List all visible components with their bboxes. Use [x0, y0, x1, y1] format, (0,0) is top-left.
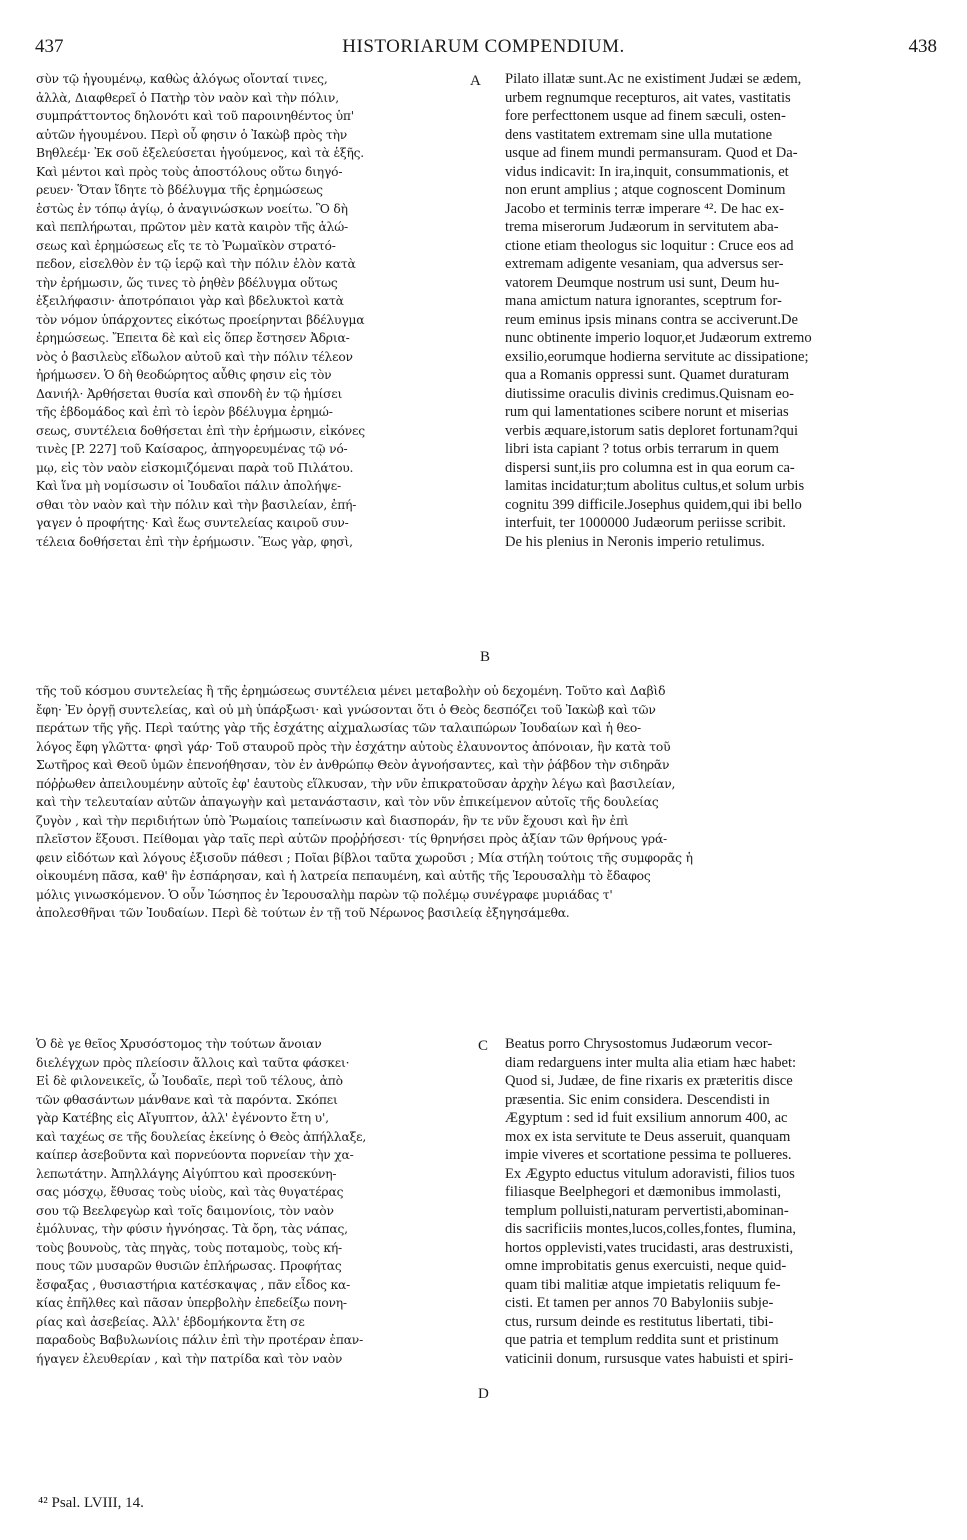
text-line: Καὶ μέντοι καὶ πρὸς τοὺς ἀποστόλους οὕτω διηγό-: [36, 164, 343, 179]
text-line: reum eminus ipsis minans contra se acciverunt.De: [505, 311, 799, 328]
text-line: rum qui lamentationes scibere norunt et miserias: [505, 404, 789, 420]
text-line: cognitu 399 difficile.Josephus quidem,qui ibi bello: [505, 496, 802, 513]
text-line: omne improbitatis genus exercuisti, neque quid-: [505, 1258, 787, 1274]
text-line: σας μόσχῳ, ἔθυσας τοὺς υἱοὺς, καὶ τὰς θυγατέρας: [36, 1185, 344, 1199]
text-line: dens vastitatem extremam sine ulla mutatione: [505, 126, 773, 143]
text-line: ζυγὸν , καὶ τὴν περιδιήτων ὑπὸ Ῥωμαίοις ταπείνωσιν καὶ διασποράν, ἣν τε νῦν ἔχουσι καὶ ἣν ἐπὶ: [36, 813, 629, 828]
text-line: ἠρήμωσεν. Ὁ δὴ θεοδώρητος αὖθις φησιν εἰς τὸν: [36, 368, 332, 382]
text-line: fore perfecttonem usque ad finem sæculi, osten-: [505, 108, 786, 124]
text-line: ρίας καὶ ἀσεβείας. Ἀλλ' ἑβδομήκοντα ἔτη σε: [36, 1314, 305, 1329]
text-line: extremam adigente vesaniam, qua adversus ser-: [505, 256, 784, 272]
text-line: trema miserorum Judæorum in servitutem aba-: [505, 219, 779, 235]
text-line: σθαι τὸν ναὸν καὶ τὴν πόλιν καὶ τὴν βασιλείαν, ἐπή-: [36, 497, 357, 512]
text-line: interfuit, ter 1000000 Judæorum periisse scribit.: [505, 515, 786, 531]
text-line: diutissime oraculis divinis credimus.Quisnam eo-: [505, 385, 794, 402]
text-line: καὶ ταχέως σε τῆς δουλείας ἐκείνης ὁ Θεὸς ἀπήλλαξε,: [36, 1129, 367, 1144]
text-line: μόλις γινωσκόμενον. Ὁ οὖν Ἰώσηπος ἐν Ἱερουσαλὴμ παρὼν τῷ πολέμῳ συνέγραφε μυριάδας τ': [36, 887, 613, 902]
text-line: filiasque Beelphegori et dæmonibus immolasti,: [505, 1184, 782, 1200]
text-line: πόῤῥωθεν ἀπειλουμένην αὐτοῖς ἐφ' ἑαυτοὺς εἵλκυσαν, τὴν νῦν ἐπικρατοῦσαν ἀρχὴν λέγω καὶ βασιλείαν,: [36, 776, 676, 791]
text-line: Σωτῆρος καὶ Θεοῦ ὑμῶν ἐπενοήθησαν, τὸν ἐν ἀνθρώπῳ Θεὸν ἀγνοήσαντες, καὶ τὴν ῥάβδον τὴν σιδηρᾶν: [36, 758, 670, 772]
text-line: De his plenius in Neronis imperio retulimus.: [505, 533, 765, 550]
text-line: quam tibi malitiæ atque impietatis reliquum fe-: [505, 1276, 781, 1293]
footnote: ⁴² Psal. LVIII, 14.: [38, 1495, 144, 1511]
text-line: dis sacrificiis montes,lucos,colles,fontes, flumina,: [505, 1221, 797, 1237]
greek-full-width-block: [36, 682, 936, 923]
text-line: Quod si, Judæe, de fine rixaris ex præteritis disce: [505, 1073, 793, 1089]
text-line: ἀπολεσθῆναι τῶν Ἰουδαίων. Περὶ δὲ τούτων ἐν τῇ τοῦ Νέρωνος βασιλείᾳ ἐξηγησάμεθα.: [36, 906, 570, 920]
page-number-right: 438: [908, 36, 937, 57]
text-line: καίπερ ἀσεβοῦντα καὶ πορνεύοντα πορνείαν τὴν χα-: [36, 1148, 354, 1162]
text-line: οἰκουμένη πᾶσα, καθ' ἣν ἐσπάρησαν, καὶ ἡ λατρεία πεπαυμένη, καὶ αὐτῆς τῆς Ἱερουσαλὴμ τὸ ἔδαφος: [36, 869, 651, 883]
text-line: Ægyptum : sed id fuit exsilium annorum 400, ac: [505, 1110, 788, 1126]
text-line: verbis æquare,istorum satis deploret fortunam?qui: [505, 422, 799, 439]
text-line: Beatus porro Chrysostomus Judæorum vecor-: [505, 1036, 773, 1052]
text-line: φειν εἰδότων καὶ λόγους ἐξισοῦν πάθεσι ; Ποῖαι βίβλοι ταῦτα χωροῦσι ; Μία στήλη τούτοις τῆς συμφορᾶς ἡ: [36, 850, 693, 865]
text-line: cisti. Et tamen per annos 70 Babyloniis subje-: [505, 1295, 774, 1311]
text-line: πεδον, εἰσελθὸν ἐν τῷ ἱερῷ καὶ τὴν πόλιν ἑλὸν κατὰ: [36, 257, 356, 271]
margin-marker-a: A: [470, 73, 481, 89]
text-line: παραδοὺς Βαβυλωνίοις πάλιν ἐπὶ τὴν προτέραν ἐπαν-: [36, 1333, 364, 1347]
text-line: mana amictum natura ignorantes, sceptrum for-: [505, 293, 782, 309]
text-line: τῶν φθασάντων μάνθανε καὶ τὰ παρόντα. Σκόπει: [36, 1092, 338, 1107]
text-line: πλεῖστον ἕξουσι. Πείθομαι γὰρ ταῖς περὶ αὐτῶν προῤῥήσεσι· τίς θρηνήσει πρὸς ἀξίαν τῶν θρήνους γρά-: [36, 832, 668, 846]
latin-column-top: [505, 70, 935, 551]
text-line: ἔσφαξας , θυσιαστήρια κατέσκαψας , πᾶν εἶδος κα-: [36, 1277, 351, 1292]
text-line: τέλεια δοθήσεται ἐπὶ τὴν ἐρήμωσιν. Ἕως γὰρ, φησὶ,: [36, 534, 353, 549]
greek-column-top: [36, 70, 486, 551]
text-line: τὴν ἐρήμωσιν, ὥς τινες τὸ ῥηθὲν βδέλυγμα οὕτως: [36, 275, 338, 290]
text-line: vaticinii donum, rursusque vates habuisti et spiri-: [505, 1350, 794, 1367]
text-line: ἔφη· Ἐν ὀργῇ συντελείας, καὶ οὐ μὴ ὑπάρξωσι· καὶ γνώσονται ὅτι ὁ Θεὸς δεσπόζει τοῦ Ἰακὼβ καὶ τῶν: [36, 702, 656, 717]
margin-marker-b: B: [480, 649, 491, 665]
text-line: exsilio,eorumque hodierna servitute ac dissipatione;: [505, 348, 809, 365]
running-title: HISTORIARUM COMPENDIUM.: [342, 36, 625, 57]
text-line: τοὺς βουνοὺς, τὰς πηγὰς, τοὺς ποταμοὺς, τοὺς κή-: [36, 1240, 342, 1255]
text-line: μῳ, εἰς τὸν ναὸν εἰσκομιζόμεναι παρὰ τοῦ Πιλάτου.: [36, 460, 354, 475]
text-line: Δανιήλ· Ἀρθήσεται θυσία καὶ σπονδὴ ἐν τῷ ἡμίσει: [36, 386, 343, 401]
text-line: vatorem Deumque nostrum usi sunt, Deum hu-: [505, 274, 780, 291]
text-line: πους τῶν μυσαρῶν θυσιῶν ἐπλήρωσας. Προφήτας: [36, 1259, 342, 1273]
text-line: νὸς ὁ βασιλεὺς εἴδωλον αὐτοῦ καὶ τὴν πόλιν τέλεον: [36, 349, 353, 364]
text-line: non erunt amplius ; atque cognoscent Dominum: [505, 182, 786, 198]
text-line: nunc obtinente imperio loquor,et Judæorum extremo: [505, 330, 812, 346]
margin-marker-c: C: [478, 1038, 489, 1054]
text-line: ἑστὼς ἐν τόπῳ ἁγίῳ, ὁ ἀναγινώσκων νοείτω. Ὃ δὴ: [36, 201, 348, 216]
text-line: Ex Ægypto eductus vitulum adoravisti, filios tuos: [505, 1165, 795, 1182]
text-line: λόγος ἔφη γλῶττα· φησὶ γάρ· Τοῦ σταυροῦ πρὸς τὴν ἐσχάτην αὐτοὺς ἐλαυνοντος ἀπόνοιαν, ἣν κατὰ τοῦ: [36, 739, 671, 754]
text-line: τῆς τοῦ κόσμου συντελείας ἢ τῆς ἐρημώσεως συντέλεια μένει μεταβολὴν οὐ δεχομένη. Τοῦτο καὶ Δαβὶδ: [36, 684, 666, 698]
text-line: præsentia. Sic enim considera. Descendisti in: [505, 1091, 770, 1108]
text-line: τὸν νόμον ὑπάρχοντες εἰκότως προείρηνται βδέλυγμα: [36, 312, 365, 327]
text-line: τῆς ἑβδομάδος καὶ ἐπὶ τὸ ἱερὸν βδέλυγμα ἐρημώ-: [36, 405, 333, 419]
text-line: γαγεν ὁ προφήτης· Καὶ ἕως συντελείας καιροῦ συν-: [36, 516, 349, 530]
text-line: αὐτῶν ἡγουμένου. Περὶ οὗ φησιν ὁ Ἰακὼβ πρὸς τὴν: [36, 127, 348, 142]
text-line: Βηθλεέμ· Ἐκ σοῦ ἐξελεύσεται ἡγούμενος, καὶ τὰ ἑξῆς.: [36, 146, 365, 160]
text-line: Ὁ δὲ γε θεῖος Χρυσόστομος τὴν τούτων ἄνοιαν: [36, 1037, 322, 1051]
text-line: σὺν τῷ ἡγουμένῳ, καθὼς ἀλόγως οἴονταί τινες,: [36, 72, 328, 86]
page-number-left: 437: [35, 36, 64, 57]
text-line: Εἰ δὲ φιλονεικεῖς, ὦ Ἰουδαῖε, περὶ τοῦ τέλους, ἀπὸ: [36, 1074, 343, 1088]
text-line: qua a Romanis oppressi sunt. Quamet duraturam: [505, 367, 790, 383]
text-line: que patria et templum reddita sunt et pristinum: [505, 1332, 779, 1348]
text-line: ήγαγεν ἐλευθερίαν , καὶ τὴν πατρίδα καὶ τὸν ναὸν: [36, 1351, 343, 1366]
greek-column-bottom: [36, 1035, 489, 1368]
text-line: σεως καὶ ἐρημώσεως εἴς τε τὸ Ῥωμαϊκὸν στρατό-: [36, 238, 336, 253]
text-line: ctus, rursum deinde es restitutus libertati, tibi-: [505, 1313, 774, 1330]
text-line: σου τῷ Βεελφεγὼρ καὶ τοῖς δαιμονίοις, τὸν ναὸν: [36, 1203, 334, 1218]
text-line: diam redarguens inter multa alia etiam hæc habet:: [505, 1054, 797, 1071]
text-line: σεως, συντέλεια δοθήσεται ἐπὶ τὴν ἐρήμωσιν, εἰκόνες: [36, 423, 365, 438]
text-line: γὰρ Κατέβης εἰς Αἴγυπτον, ἀλλ' ἐγένοντο ἔτη υ',: [36, 1111, 329, 1125]
text-line: urbem regnumque recepturos, ait vates, vastitatis: [505, 89, 791, 106]
text-line: libri ista capiant ? totus orbis terrarum in quem: [505, 441, 779, 457]
text-line: dispersi sunt,iis pro columna est in qua eorum ca-: [505, 459, 795, 476]
text-line: hortos opplevisti,vates trucidasti, aras destruxisti,: [505, 1239, 794, 1256]
text-line: ἐμόλυνας, τὴν φύσιν ἠγνόησας. Τὰ ὄρη, τὰς νάπας,: [36, 1222, 348, 1236]
text-line: vidus indicavit: In ira,inquit, consummationis, et: [505, 163, 789, 180]
text-line: κίας ἐπῆλθες καὶ πᾶσαν ὑπερβολὴν ἐπεδείξω πονη-: [36, 1296, 347, 1310]
text-line: ἀλλὰ, Διαφθερεῖ ὁ Πατὴρ τὸν ναὸν καὶ τὴν πόλιν,: [36, 90, 339, 105]
margin-marker-d: D: [478, 1386, 489, 1402]
text-line: ctione etiam theologus sic loquitur : Cruce eos ad: [505, 237, 794, 254]
text-line: mox ex ista servitute te Deus asseruit, quanquam: [505, 1128, 791, 1145]
text-line: Pilato illatæ sunt.Ac ne existiment Judæi se ædem,: [505, 71, 802, 87]
text-line: συμπράττοντος δηλονότι καὶ τοῦ παροινηθέντος ὑπ': [36, 109, 354, 123]
latin-column-bottom: [505, 1035, 935, 1368]
text-line: impie viveres et scortatione pessima te pollueres.: [505, 1147, 792, 1163]
text-line: templum polluisti,naturam pervertisti,abominan-: [505, 1202, 789, 1219]
text-line: διελέγχων πρὸς πλείοσιν ἄλλοις καὶ ταῦτα φάσκει·: [36, 1055, 350, 1070]
text-line: ρευεν· Ὅταν ἴδητε τὸ βδέλυγμα τῆς ἐρημώσεως: [36, 183, 323, 197]
text-line: τινὲς [P. 227] τοῦ Καίσαρος, ἀπηγορευμένας τῷ νό-: [36, 442, 348, 456]
text-line: λεπωτάτην. Ἀπηλλάγης Αἰγύπτου καὶ προσεκύνη-: [36, 1166, 337, 1181]
text-line: Jacobo et terminis terræ imperare ⁴². De hac ex-: [505, 200, 784, 217]
text-line: περάτων τῆς γῆς. Περὶ ταύτης γὰρ τῆς ἐσχάτης αἰχμαλωσίας τῶν ταλαιπώρων Ἰουδαίων καὶ ἡ θεο-: [36, 721, 642, 735]
text-line: ἐρημώσεως. Ἔπειτα δὲ καὶ εἰς ὅπερ ἔστησεν Ἀδρια-: [36, 331, 350, 345]
text-line: Καὶ ἵνα μὴ νομίσωσιν οἱ Ἰουδαῖοι πάλιν ἀπολήψε-: [36, 479, 341, 493]
text-line: usque ad finem mundi permansuram. Quod et Da-: [505, 145, 798, 161]
text-line: ἐξειλήφασιν· ἀποτρόπαιοι γὰρ καὶ βδελυκτοὶ κατὰ: [36, 294, 344, 308]
text-line: καὶ πεπλήρωται, πρῶτον μὲν κατὰ καιρὸν τῆς ἁλώ-: [36, 220, 349, 234]
text-line: καὶ τὴν τελευταίαν αὐτῶν ἀπαγωγὴν καὶ μετανάστασιν, καὶ τὸν νῦν ἐπικείμενον αὐτοῖς τῆς δουλείας: [36, 795, 659, 809]
text-line: lamitas incidatur;tum abolitus cultus,et solum urbis: [505, 478, 805, 494]
